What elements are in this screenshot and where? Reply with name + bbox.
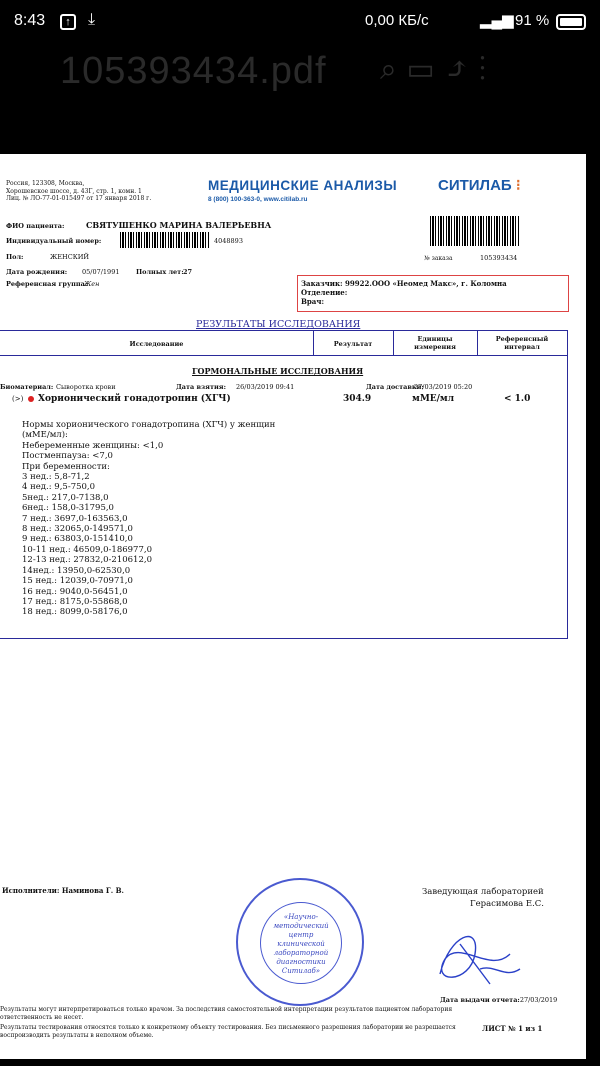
- doctor-line: Врач:: [301, 297, 325, 306]
- customer-line: Заказчик: 99922.ООО «Неомед Макс», г. Коломна: [301, 279, 507, 288]
- norms-line: 17 нед.: 8175,0-55868,0: [22, 596, 128, 607]
- norms-line: 8 нед.: 32065,0-149571,0: [22, 524, 133, 535]
- sheet-number: ЛИСТ № 1 из 1: [482, 1024, 543, 1033]
- fio-label: ФИО пациента:: [6, 222, 65, 230]
- signal-wifi-icon: ▂▄▆: [480, 12, 514, 29]
- address-line: Лиц. № ЛО-77-01-015497 от 17 января 2018 г.: [6, 195, 152, 202]
- id-label: Индивидуальный номер:: [6, 237, 102, 245]
- test-name: Хорионический гонадотропин (ХГЧ): [38, 394, 231, 404]
- issue-date: [440, 996, 557, 1004]
- file-title: 105393434.pdf: [60, 50, 327, 92]
- column-header-reference: Референсный интервал: [495, 335, 549, 351]
- column-header-result: Результат: [333, 340, 373, 348]
- norms-line: 4 нед.: 9,5-750,0: [22, 482, 96, 493]
- lab-address: [6, 180, 176, 203]
- date-delivered-label: Дата доставки:: [366, 383, 424, 391]
- clock: 8:43: [14, 12, 46, 29]
- age-value: 27: [183, 268, 193, 276]
- fio-value: СВЯТУШЕНКО МАРИНА ВАЛЕРЬЕВНА: [86, 220, 272, 230]
- norms-line: 10-11 нед.: 46509,0-186977,0: [22, 544, 152, 555]
- norms-line: 12-13 нед.: 27832,0-210612,0: [22, 555, 152, 566]
- footnote-line: ответственность не несет.: [0, 1013, 84, 1021]
- head-title: Заведующая лабораторией: [422, 887, 544, 897]
- brand-logo: [438, 176, 521, 194]
- download-icon: ⤓: [88, 11, 96, 28]
- header-title: МЕДИЦИНСКИЕ АНАЛИЗЫ: [208, 178, 398, 193]
- column-header-units: Единицы измерения: [414, 335, 456, 351]
- performers: Исполнители: Наминова Г. В.: [2, 886, 124, 895]
- battery-level: 91 %: [515, 12, 550, 29]
- toolbar-icons: ⌕ ▭ ⤴ ⋮: [380, 52, 487, 87]
- sex-value: ЖЕНСКИЙ: [50, 253, 90, 261]
- order-barcode: [430, 216, 520, 246]
- norms-line: 9 нед.: 63803,0-151410,0: [22, 534, 133, 545]
- norms-line: 18 нед.: 8099,0-58176,0: [22, 607, 128, 618]
- issue-date-label: Дата выдачи отчета:: [440, 996, 520, 1004]
- footnote-line: Результаты могут интерпретироваться только врачом. За последствия самостоятельной интерпретации результатов пациентом лаборатория: [0, 1006, 453, 1013]
- norms-line: 15 нед.: 12039,0-70971,0: [22, 576, 133, 587]
- norms-line: Нормы хорионического гонадотропина (ХГЧ) у женщин: [22, 420, 276, 430]
- results-table: [0, 330, 568, 639]
- date-delivered-value: 27/03/2019 05:20: [414, 383, 473, 391]
- biomaterial-value: Сыворотка крови: [56, 383, 116, 391]
- department-line: Отделение:: [301, 288, 348, 297]
- column-divider: [477, 331, 478, 355]
- status-bar: [0, 0, 600, 44]
- biomaterial-label: Биоматериал:: [0, 383, 54, 391]
- battery-icon: [556, 14, 586, 30]
- results-title: РЕЗУЛЬТАТЫ ИССЛЕДОВАНИЯ: [196, 319, 361, 330]
- footnote-line: воспроизводить результаты в неполном объеме.: [0, 1031, 154, 1039]
- footnote-1: [0, 1006, 470, 1021]
- header-divider: [0, 355, 567, 356]
- issue-date-value: 27/03/2019: [519, 996, 558, 1004]
- header-contact: 8 (800) 100-363-0, www.citilab.ru: [208, 196, 308, 203]
- date-taken-label: Дата взятия:: [176, 383, 227, 391]
- footnote-2: [0, 1024, 470, 1039]
- abnormal-flag-icon: [28, 396, 34, 402]
- ref-group-label: Референсная группа:: [6, 280, 88, 288]
- norms-line: Постменпауза: <7,0: [22, 451, 113, 462]
- customer-box: [297, 275, 569, 312]
- birth-value: 05/07/1991: [82, 268, 120, 276]
- notification-upload-icon: ↑: [60, 14, 76, 30]
- norms-line: 14нед.: 13950,0-62530,0: [22, 565, 131, 576]
- column-header-test: Исследование: [129, 340, 184, 348]
- viewer-toolbar: [0, 44, 600, 154]
- norms-line: (мМЕ/мл):: [22, 430, 68, 441]
- norms-line: 16 нед.: 9040,0-56451,0: [22, 586, 128, 597]
- address-line: Россия, 123308, Москва,: [6, 180, 85, 187]
- age-label: Полных лет:: [136, 268, 184, 276]
- norms-line: 3 нед.: 5,8-71,2: [22, 472, 90, 483]
- norms-line: 5нед.: 217,0-7138,0: [22, 492, 109, 503]
- report-page: [0, 154, 586, 1059]
- norms-line: Небеременные женщины: <1,0: [22, 440, 164, 451]
- abnormal-flag: (>): [12, 395, 24, 403]
- stamp-text: «Научно-методический центр клинической лабораторной диагностики Ситилаб»: [273, 913, 329, 975]
- sex-label: Пол:: [6, 253, 24, 261]
- brand-name: СИТИЛАБ: [438, 177, 512, 194]
- norms-line: При беременности:: [22, 461, 110, 472]
- section-title: ГОРМОНАЛЬНЫЕ ИССЛЕДОВАНИЯ: [192, 366, 364, 376]
- address-line: Хорошевское шоссе, д. 43Г, стр. 1, комн. 1: [6, 187, 142, 195]
- norms-comment: [22, 420, 275, 618]
- brand-dots-icon: ⁝: [511, 177, 521, 194]
- test-reference: < 1.0: [504, 394, 531, 404]
- order-label: № заказа: [424, 255, 453, 262]
- test-units: мМЕ/мл: [412, 394, 455, 404]
- test-result: 304.9: [343, 394, 372, 404]
- id-value: 4048893: [214, 237, 243, 245]
- norms-line: 6нед.: 158,0-31795,0: [22, 503, 114, 514]
- lab-stamp: [236, 878, 364, 1006]
- signature-icon: [420, 914, 530, 994]
- column-divider: [393, 331, 394, 355]
- date-taken-value: 26/03/2019 09:41: [236, 383, 295, 391]
- ref-group-value: Жен: [84, 280, 100, 288]
- birth-label: Дата рождения:: [6, 268, 68, 276]
- head-name: Герасимова Е.С.: [470, 899, 544, 909]
- norms-line: 7 нед.: 3697,0-163563,0: [22, 513, 128, 524]
- patient-barcode: [120, 232, 210, 248]
- order-value: 105393434: [480, 254, 518, 262]
- network-speed: 0,00 КБ/с: [365, 12, 429, 29]
- footnote-line: Результаты тестирования относятся только к конкретному объекту тестирования. Без письменного разрешения лаборатории не разрешается: [0, 1024, 456, 1031]
